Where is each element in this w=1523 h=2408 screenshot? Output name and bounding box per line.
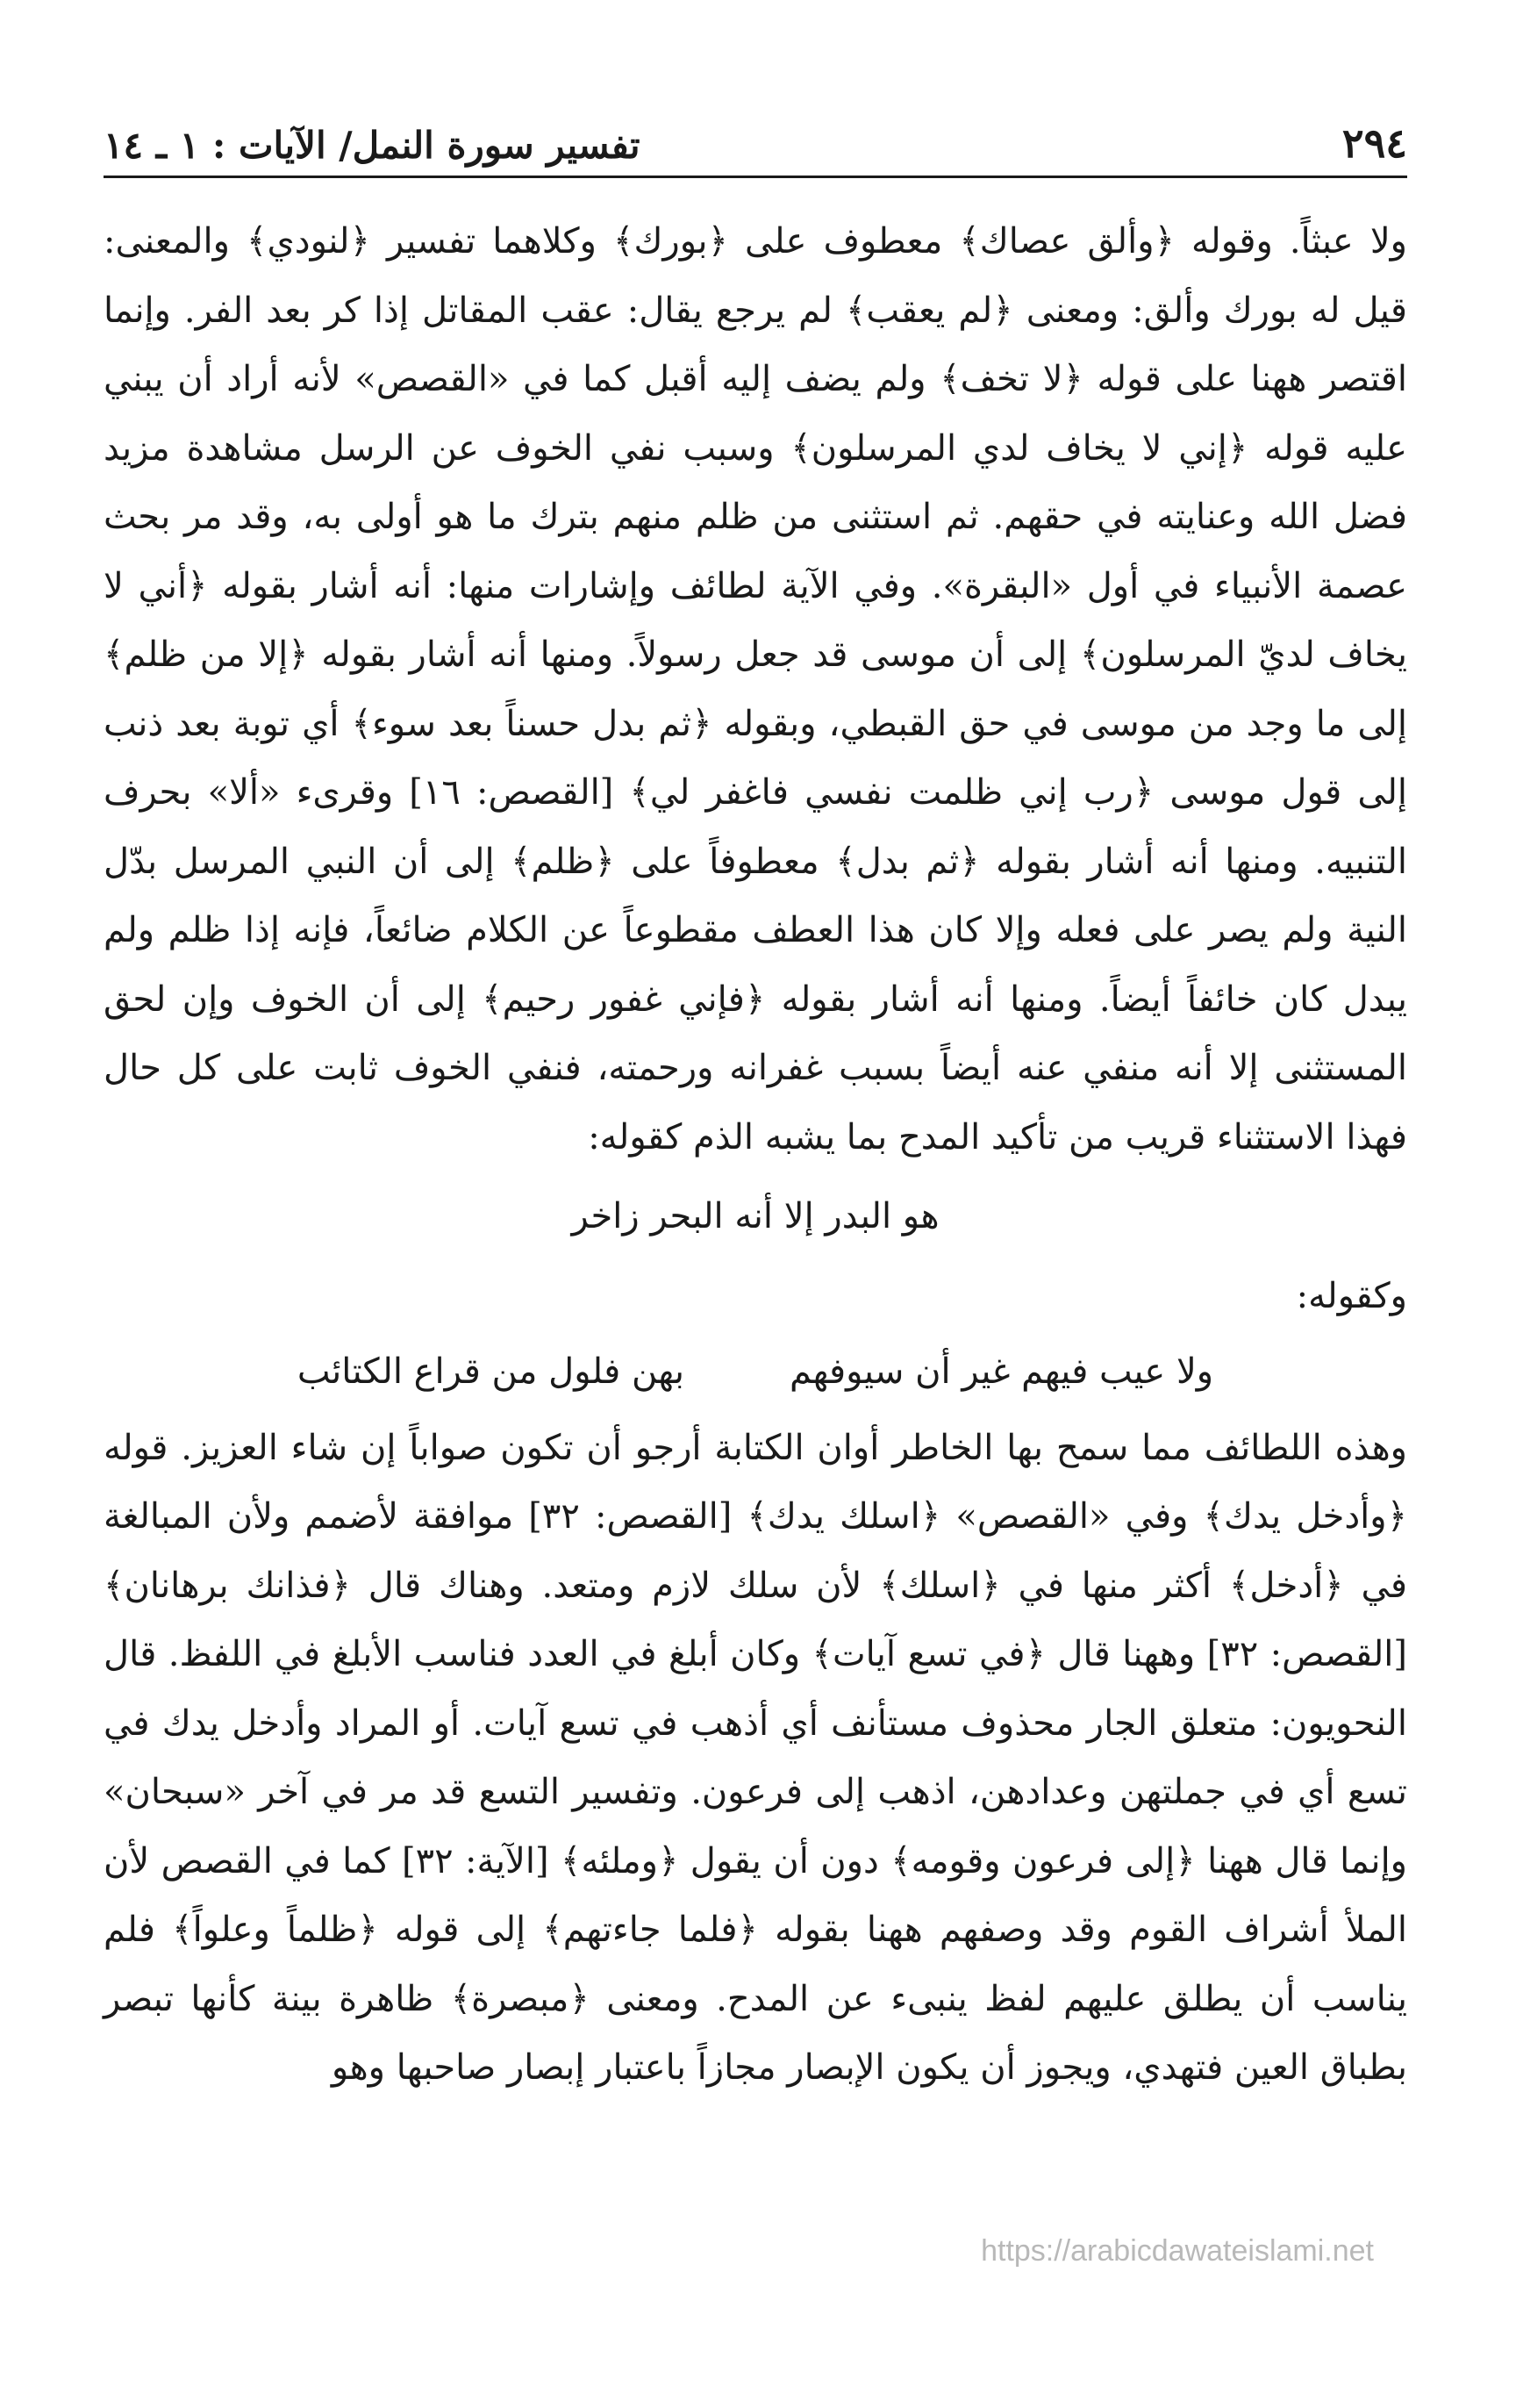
watermark-url: https://arabicdawateislami.net (981, 2234, 1374, 2268)
couplet-second-hemistich: بهن فلول من قراع الكتائب (297, 1351, 684, 1392)
poetry-verse: هو البدر إلا أنه البحر زاخر (571, 1196, 940, 1236)
paragraph-commentary-1: ولا عبثاً. وقوله ﴿وألق عصاك﴾ معطوف على ﴿بورك﴾ وكلاهما تفسير ﴿لنودي﴾ والمعنى: قيل له بورك وألق: ومعنى ﴿لم يعقب﴾ لم يرجع يقال: عقب المقاتل إذا كر بعد الفر. وإنما اقتصر ههنا على قوله ﴿لا تخف﴾ ولم يضف إليه أقبل كما في «القصص» لأنه أراد أن يبني عليه قوله ﴿إني لا يخاف لدي المرسلون﴾ وسبب نفي الخوف عن الرسل مشاهدة مزيد فضل الله وعنايته في حقهم. ثم استثنى من ظلم منهم بترك ما هو أولى به، وقد مر بحث عصمة الأنبياء في أول «البقرة». وفي الآية لطائف وإشارات منها: أنه أشار بقوله ﴿أني لا يخاف لديّ المرسلون﴾ إلى أن موسى قد جعل رسولاً. ومنها أنه أشار بقوله ﴿إلا من ظلم﴾ إلى ما وجد من موسى في حق القبطي، وبقوله ﴿ثم بدل حسناً بعد سوء﴾ أي توبة بعد ذنب إلى قول موسى ﴿رب إني ظلمت نفسي فاغفر لي﴾ [القصص: ١٦] وقرىء «ألا» بحرف التنبيه. ومنها أنه أشار بقوله ﴿ثم بدل﴾ معطوفاً على ﴿ظلم﴾ إلى أن النبي المرسل بدّل النية ولم يصر على فعله وإلا كان هذا العطف مقطوعاً عن الكلام ضائعاً، فإنه إذا ظلم ولم يبدل كان خائفاً أيضاً. ومنها أنه أشار بقوله ﴿فإني غفور رحيم﴾ إلى أن الخوف وإن لحق المستثنى إلا أنه منفي عنه أيضاً بسبب غفرانه ورحمته، فنفي الخوف ثابت على كل حال فهذا الاستثناء قريب من تأكيد المدح بما يشبه الذم كقوله: (104, 221, 1407, 1157)
poetry-couplet (104, 1337, 1407, 1407)
verse-intro: وكقوله: (1296, 1275, 1407, 1316)
couplet-first-hemistich: ولا عيب فيهم غير أن سيوفهم (789, 1351, 1214, 1392)
body-text (104, 207, 1407, 2103)
header-title: تفسير سورة النمل/ الآيات : ١ ـ ١٤ (104, 124, 640, 167)
running-header (104, 112, 1407, 178)
paragraph-commentary-2: وهذه اللطائف مما سمح بها الخاطر أوان الكتابة أرجو أن تكون صواباً إن شاء العزيز. قوله ﴿وأدخل يدك﴾ وفي «القصص» ﴿اسلك يدك﴾ [القصص: ٣٢] موافقة لأضمم ولأن المبالغة في ﴿أدخل﴾ أكثر منها في ﴿اسلك﴾ لأن سلك لازم ومتعد. وهناك قال ﴿فذانك برهانان﴾ [القصص: ٣٢] وههنا قال ﴿في تسع آيات﴾ وكان أبلغ في العدد فناسب الأبلغ في اللفظ. قال النحويون: متعلق الجار محذوف مستأنف أي أذهب في تسع آيات. أو المراد وأدخل يدك في تسع أي في جملتهن وعدادهن، اذهب إلى فرعون. وتفسير التسع قد مر في آخر «سبحان» وإنما قال ههنا ﴿إلى فرعون وقومه﴾ دون أن يقول ﴿وملئه﴾ [الآية: ٣٢] كما في القصص لأن الملأ أشراف القوم وقد وصفهم ههنا بقوله ﴿فلما جاءتهم﴾ إلى قوله ﴿ظلماً وعلواً﴾ فلم يناسب أن يطلق عليهم لفظ ينبىء عن المدح. ومعنى ﴿مبصرة﴾ ظاهرة بينة كأنها تبصر بطباق العين فتهدي، ويجوز أن يكون الإبصار مجازاً باعتبار إبصار صاحبها وهو (104, 1427, 1408, 2088)
page-number: ٢٩٤ (1341, 119, 1407, 167)
